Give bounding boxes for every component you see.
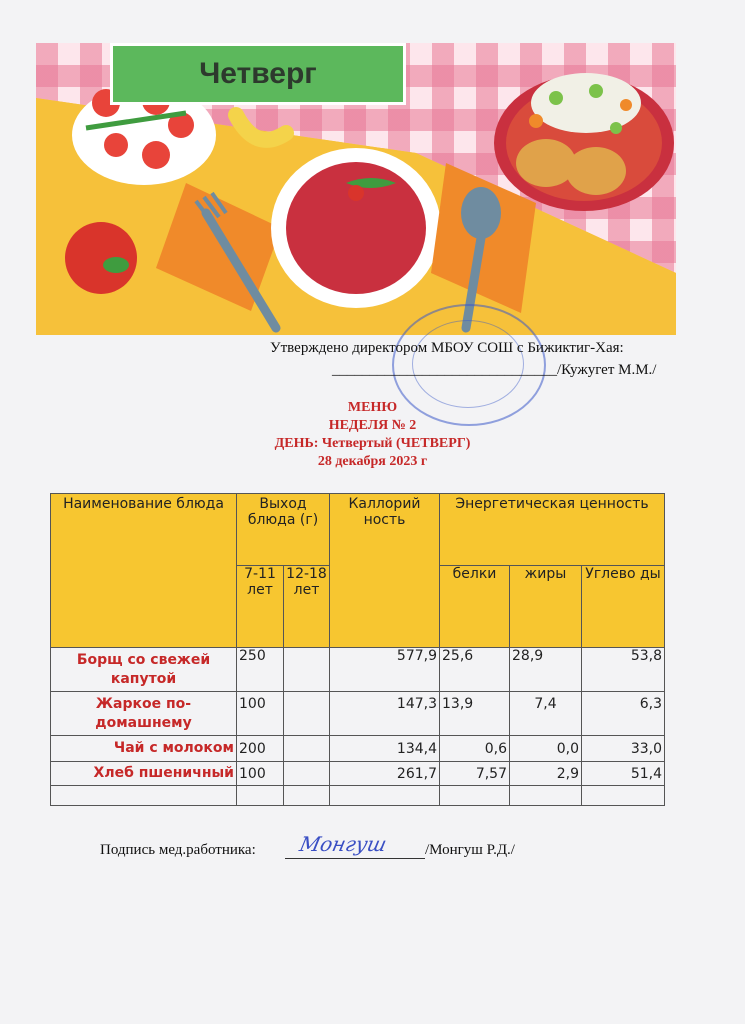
dish-name: Хлеб пшеничный (51, 762, 237, 786)
yield-12-18 (284, 762, 330, 786)
yield-12-18 (284, 736, 330, 762)
fats: 2,9 (510, 762, 582, 786)
menu-table (50, 493, 665, 806)
header-proteins: белки (440, 566, 510, 648)
dish-name: Жаркое по-домашнему (51, 692, 237, 736)
calories: 577,9 (330, 648, 440, 692)
proteins: 0,6 (440, 736, 510, 762)
dish-name: Чай с молоком (51, 736, 237, 762)
carbs: 53,8 (582, 648, 665, 692)
table-row (51, 736, 665, 762)
carbs: 51,4 (582, 762, 665, 786)
proteins: 25,6 (440, 648, 510, 692)
handwritten-signature: Монгуш (297, 832, 389, 856)
header-age-7-11: 7-11 лет (237, 566, 284, 648)
table-row-empty (51, 786, 665, 806)
approval-signature-line: ______________________________/Кужугет М.М./ (332, 362, 657, 378)
week-heading: НЕДЕЛЯ № 2 (328, 418, 417, 433)
header-yield: Выход блюда (г) (237, 494, 330, 566)
medic-name: /Монгуш Р.Д./ (425, 842, 515, 858)
proteins: 7,57 (440, 762, 510, 786)
proteins: 13,9 (440, 692, 510, 736)
header-age-12-18: 12-18 лет (284, 566, 330, 648)
banner-illustration (36, 43, 676, 335)
yield-7-11: 250 (237, 648, 284, 692)
fats: 7,4 (510, 692, 582, 736)
signature-underline (285, 858, 425, 859)
table-row (51, 692, 665, 736)
header-calories: Каллорий ность (330, 494, 440, 648)
carbs: 6,3 (582, 692, 665, 736)
carbs: 33,0 (582, 736, 665, 762)
yield-12-18 (284, 648, 330, 692)
fats: 28,9 (510, 648, 582, 692)
approval-line: Утверждено директором МБОУ СОШ с Бижиктиг-Хая: (270, 340, 624, 356)
table-row (51, 762, 665, 786)
dish-name: Борщ со свежей капутой (51, 648, 237, 692)
yield-7-11: 100 (237, 762, 284, 786)
header-carbs: Углево ды (582, 566, 665, 648)
table-row (51, 648, 665, 692)
header-energy: Энергетическая ценность (440, 494, 665, 566)
date-heading: 28 декабря 2023 г (317, 454, 428, 469)
calories: 147,3 (330, 692, 440, 736)
yield-7-11: 200 (237, 736, 284, 762)
header-fats: жиры (510, 566, 582, 648)
calories: 134,4 (330, 736, 440, 762)
calories: 261,7 (330, 762, 440, 786)
menu-heading: МЕНЮ (347, 400, 398, 415)
fats: 0,0 (510, 736, 582, 762)
day-title: Четверг (110, 43, 406, 105)
day-heading: ДЕНЬ: Четвертый (ЧЕТВЕРГ) (274, 436, 471, 451)
yield-12-18 (284, 692, 330, 736)
yield-7-11: 100 (237, 692, 284, 736)
medic-signature-label: Подпись мед.работника: (100, 842, 256, 858)
header-dish-name: Наименование блюда (51, 494, 237, 648)
